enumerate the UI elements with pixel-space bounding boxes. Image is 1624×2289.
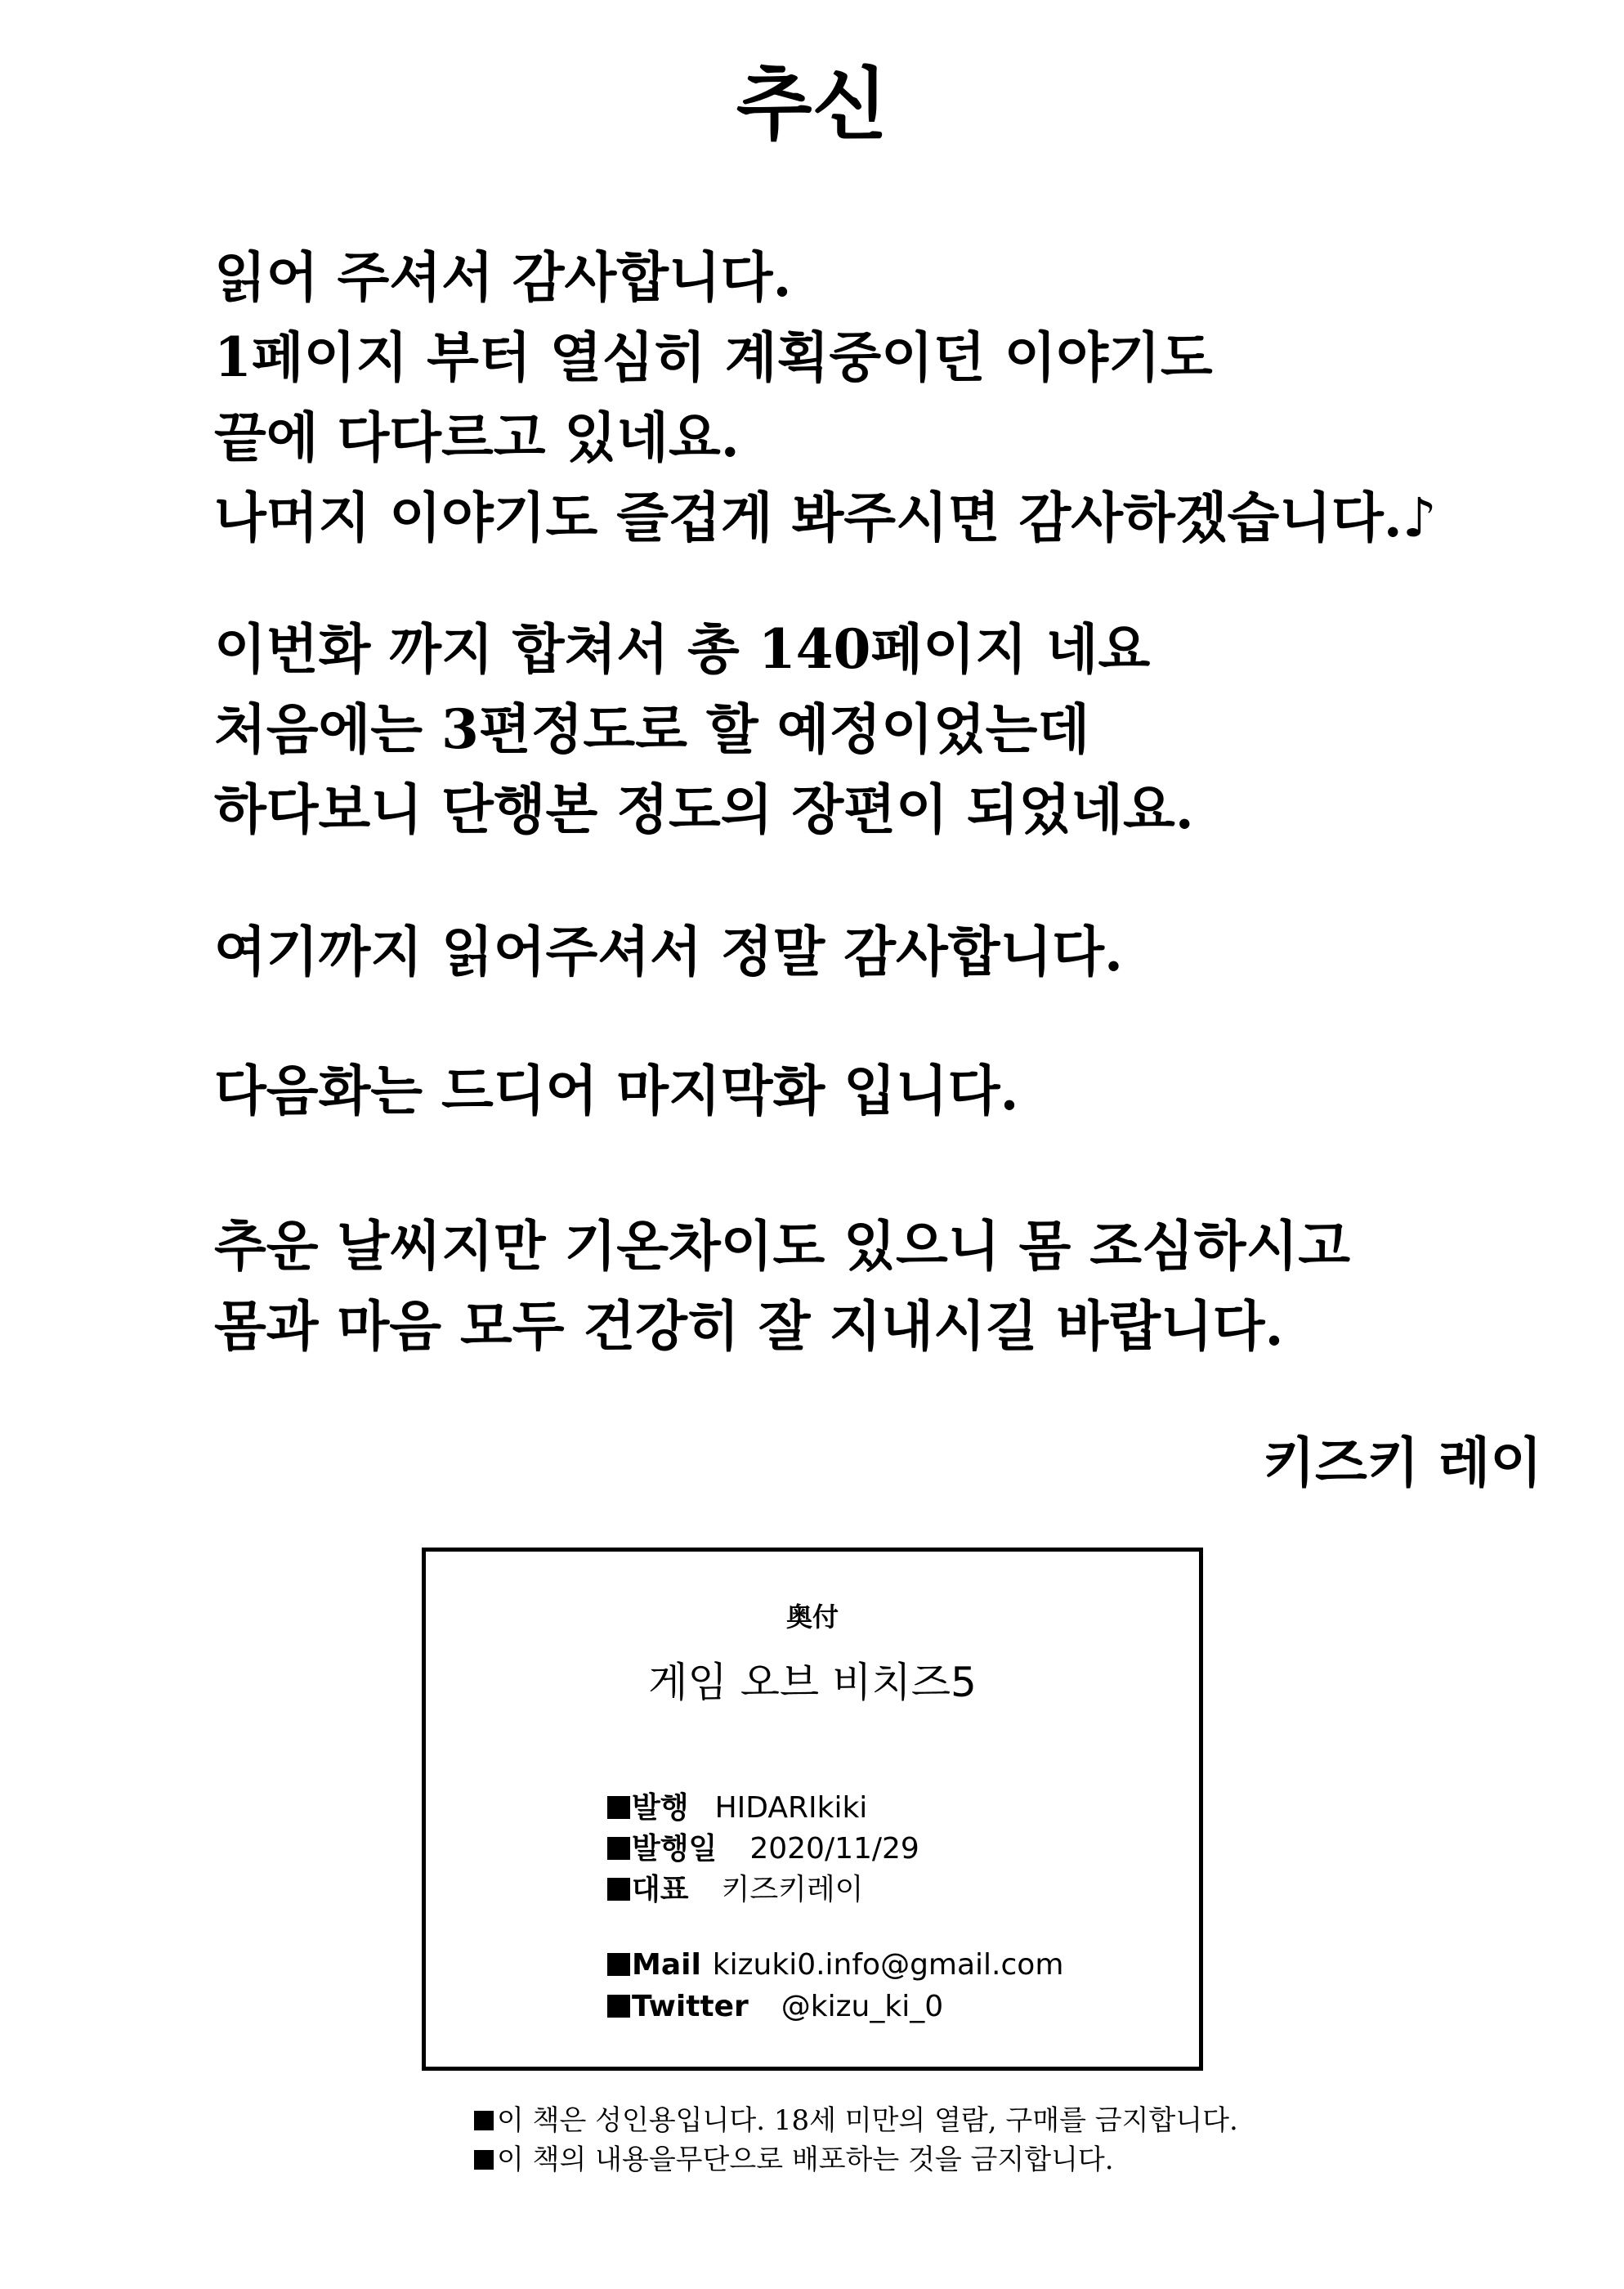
square-bullet-icon [607, 1995, 630, 2018]
colophon-row-mail [607, 1948, 1063, 1982]
square-bullet-icon [607, 1796, 630, 1819]
square-bullet-icon [607, 1837, 630, 1860]
paragraph-next-episode [214, 1050, 1571, 1131]
square-bullet-icon [607, 1878, 630, 1901]
colophon-row-twitter [607, 1990, 943, 2023]
text-line: 몸과 마음 모두 건강히 잘 지내시길 바랍니다. [214, 1294, 1284, 1358]
book-title: 게임 오브 비치즈5 [648, 1659, 977, 1706]
notice-text: 이 책의 내용을무단으로 배포하는 것을 금지합니다. [497, 2143, 1114, 2176]
text-line: 여기까지 읽어주셔서 정말 감사합니다. [214, 920, 1124, 983]
text-line: 하다보니 단행본 정도의 장편이 되었네요. [214, 777, 1194, 841]
paragraph-thanks [214, 237, 1571, 558]
paragraph-thanks-again [214, 912, 1571, 992]
page-title: 추신 [736, 58, 888, 150]
square-bullet-icon [474, 2150, 494, 2170]
text-line: 추운 날씨지만 기온차이도 있으니 몸 조심하시고 [214, 1214, 1351, 1278]
mail-value: kizuki0.info@gmail.com [712, 1948, 1064, 1982]
notice-text: 이 책은 성인용입니다. 18세 미만의 열람, 구매를 금지합니다. [497, 2104, 1238, 2137]
rep-label: 대표 [632, 1873, 689, 1906]
notice-no-distribution [474, 2140, 1238, 2179]
colophon-row-representative [607, 1866, 863, 1908]
rep-value: 키즈키레이 [721, 1873, 864, 1906]
date-value: 2020/11/29 [749, 1832, 919, 1866]
twitter-label: Twitter [632, 1990, 749, 2023]
square-bullet-icon [607, 1953, 630, 1976]
publisher-label: 발행 [632, 1791, 689, 1825]
text-line: 끝에 다다르고 있네요. [214, 405, 740, 469]
paragraph-farewell [214, 1206, 1571, 1366]
text-line: 처음에는 3편정도로 할 예정이었는데 [214, 697, 1090, 761]
colophon-box [422, 1548, 1203, 2071]
author-signature: 키즈키 레이 [1263, 1431, 1542, 1494]
paragraph-page-count [214, 609, 1571, 849]
square-bullet-icon [474, 2111, 494, 2130]
text-line: 다음화는 드디어 마지막화 입니다. [214, 1059, 1019, 1122]
text-line: 이번화 까지 합쳐서 총 140페이지 네요 [214, 617, 1151, 681]
text-line: 나머지 이야기도 즐겁게 봐주시면 감사하겠습니다.♪ [214, 486, 1437, 549]
date-label: 발행일 [632, 1832, 718, 1866]
text-line: 1페이지 부터 열심히 계획중이던 이야기도 [214, 325, 1213, 389]
colophon-row-publisher [607, 1785, 867, 1826]
colophon-heading: 奥付 [785, 1601, 839, 1633]
twitter-value: @kizu_ki_0 [781, 1990, 944, 2023]
text-line: 읽어 주셔서 감사합니다. [214, 245, 792, 309]
notice-adult-only [474, 2101, 1238, 2140]
publisher-value: HIDARIkiki [714, 1791, 868, 1825]
colophon-row-date [607, 1825, 919, 1867]
mail-label: Mail [632, 1948, 701, 1982]
legal-notices [474, 2101, 1238, 2179]
